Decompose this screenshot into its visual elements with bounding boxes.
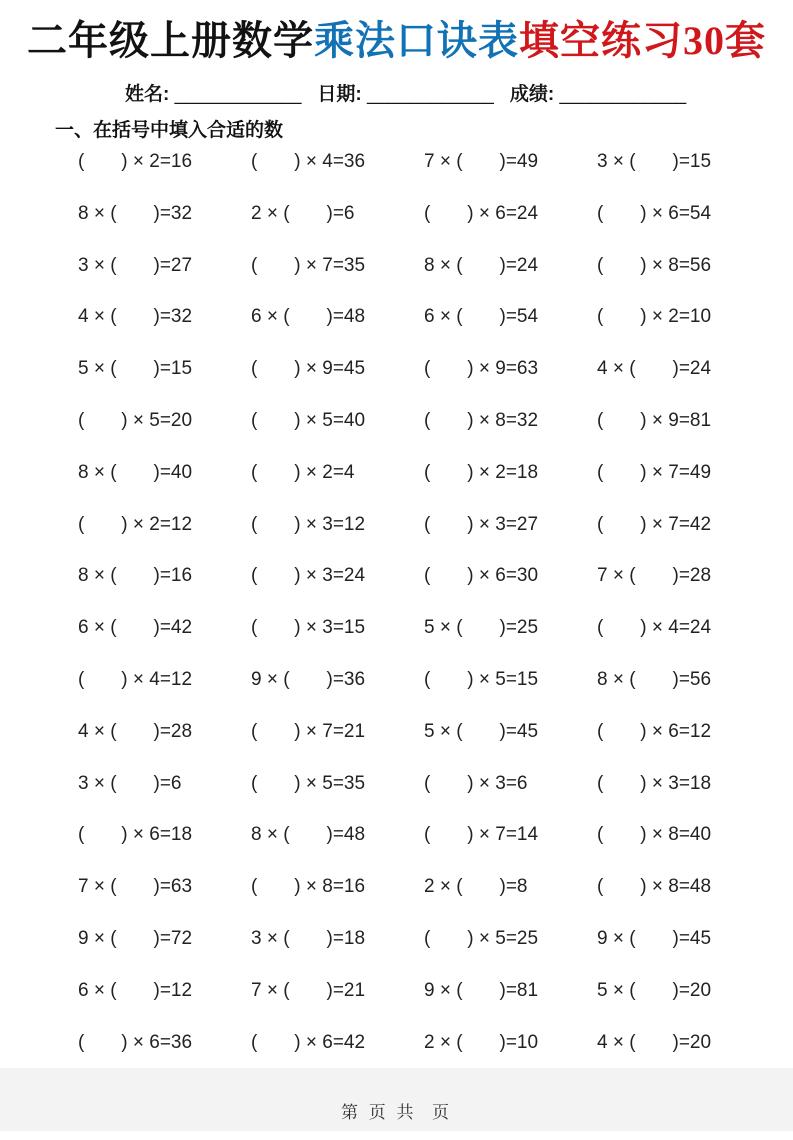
problem-cell: ( ) × 6=18 (78, 824, 193, 846)
page-footer: 第 页 共 页 (341, 1103, 452, 1122)
problem-cell: ( ) × 3=18 (597, 772, 712, 794)
problem-cell: 2 × ( )=10 (424, 1031, 539, 1053)
date-blank: ____________ (361, 84, 494, 105)
name-blank: ____________ (169, 84, 302, 105)
problem-cell: 7 × ( )=28 (597, 565, 712, 587)
problem-row (78, 250, 793, 302)
problem-row (78, 664, 793, 716)
problem-cell: 3 × ( )=6 (78, 772, 182, 794)
problem-cell: 6 × ( )=54 (424, 306, 539, 328)
problem-cell: ( ) × 8=16 (251, 876, 366, 898)
problem-cell: ( ) × 5=15 (424, 668, 539, 690)
problem-cell: 8 × ( )=24 (424, 254, 539, 276)
problem-cell: ( ) × 4=12 (78, 668, 193, 690)
problem-cell: 3 × ( )=27 (78, 254, 193, 276)
problem-cell: 2 × ( )=8 (424, 876, 528, 898)
problem-cell: ( ) × 4=36 (251, 151, 366, 172)
problem-cell: ( ) × 7=42 (597, 513, 712, 535)
problem-cell: 7 × ( )=21 (251, 979, 366, 1001)
problem-cell: ( ) × 6=24 (424, 202, 539, 224)
problem-row (78, 146, 793, 198)
problem-cell: 4 × ( )=32 (78, 306, 193, 328)
problem-row (78, 923, 793, 975)
problem-cell: ( ) × 9=45 (251, 358, 366, 380)
problem-cell: ( ) × 3=6 (424, 772, 528, 794)
score-label: 成绩: (509, 84, 555, 105)
problem-row (78, 716, 793, 768)
problem-grid (78, 146, 793, 1078)
problem-cell: 9 × ( )=36 (251, 668, 366, 690)
page-title (0, 18, 793, 64)
problem-cell: 9 × ( )=81 (424, 979, 539, 1001)
name-label: 姓名: (125, 84, 170, 105)
score-blank: ____________ (554, 84, 687, 105)
problem-cell: ( ) × 4=24 (597, 617, 712, 639)
problem-cell: ( ) × 2=4 (251, 461, 355, 483)
problem-cell: ( ) × 6=54 (597, 202, 712, 224)
title-part-grade: 二年级上册数学 (27, 18, 314, 63)
problem-row (78, 457, 793, 509)
problem-cell: 7 × ( )=49 (424, 151, 539, 172)
problem-cell: ( ) × 2=18 (424, 461, 539, 483)
problem-cell: 9 × ( )=72 (78, 927, 193, 949)
problem-cell: ( ) × 7=14 (424, 824, 539, 846)
problem-row (78, 301, 793, 353)
problem-cell: ( ) × 9=81 (597, 409, 712, 431)
problem-cell: 5 × ( )=45 (424, 720, 539, 742)
problem-row (78, 198, 793, 250)
date-label: 日期: (317, 84, 362, 105)
problem-cell: ( ) × 8=48 (597, 876, 712, 898)
section-heading: 一、在括号中填入合适的数 (55, 120, 284, 141)
problem-cell: 8 × ( )=32 (78, 202, 193, 224)
title-part-practice: 填空练习30套 (519, 18, 766, 63)
problem-cell: 8 × ( )=48 (251, 824, 366, 846)
problem-row (78, 353, 793, 405)
problem-cell: ( ) × 7=35 (251, 254, 366, 276)
problem-cell: 6 × ( )=12 (78, 979, 193, 1001)
problem-row (78, 612, 793, 664)
problem-cell: 6 × ( )=48 (251, 306, 366, 328)
problem-cell: ( ) × 3=12 (251, 513, 366, 535)
problem-cell: ( ) × 2=12 (78, 513, 193, 535)
problem-cell: 9 × ( )=45 (597, 927, 712, 949)
problem-cell: 8 × ( )=16 (78, 565, 193, 587)
problem-cell: ( ) × 8=56 (597, 254, 712, 276)
problem-row (78, 819, 793, 871)
problem-cell: ( ) × 6=42 (251, 1031, 366, 1053)
problem-row (78, 768, 793, 820)
problem-cell: ( ) × 2=16 (78, 151, 193, 172)
problem-row (78, 871, 793, 923)
problem-cell: 4 × ( )=28 (78, 720, 193, 742)
problem-cell: ( ) × 3=27 (424, 513, 539, 535)
problem-cell: ( ) × 2=10 (597, 306, 712, 328)
problem-cell: ( ) × 6=12 (597, 720, 712, 742)
student-info-line (125, 79, 793, 106)
worksheet-page (0, 18, 793, 1140)
problem-cell: 4 × ( )=20 (597, 1031, 712, 1053)
problem-row (78, 975, 793, 1027)
problem-row (78, 560, 793, 612)
problem-cell: 5 × ( )=15 (78, 358, 193, 380)
problem-row (78, 509, 793, 561)
problem-cell: 4 × ( )=24 (597, 358, 712, 380)
problem-cell: ( ) × 8=32 (424, 409, 539, 431)
problem-row (78, 405, 793, 457)
problem-cell: ( ) × 7=49 (597, 461, 712, 483)
title-part-subject: 乘法口诀表 (314, 18, 519, 63)
problem-cell: 6 × ( )=42 (78, 617, 193, 639)
problem-cell: 8 × ( )=40 (78, 461, 193, 483)
problem-cell: ( ) × 3=15 (251, 617, 366, 639)
problem-cell: ( ) × 9=63 (424, 358, 539, 380)
problem-cell: ( ) × 7=21 (251, 720, 366, 742)
problem-cell: 3 × ( )=15 (597, 151, 712, 172)
problem-cell: 2 × ( )=6 (251, 202, 355, 224)
problem-cell: ( ) × 8=40 (597, 824, 712, 846)
problem-cell: ( ) × 3=24 (251, 565, 366, 587)
problem-cell: ( ) × 5=20 (78, 409, 193, 431)
problem-cell: 7 × ( )=63 (78, 876, 193, 898)
problem-cell: ( ) × 6=36 (78, 1031, 193, 1053)
problem-cell: 5 × ( )=25 (424, 617, 539, 639)
problem-cell: 3 × ( )=18 (251, 927, 366, 949)
problem-cell: ( ) × 5=25 (424, 927, 539, 949)
problem-cell: ( ) × 6=30 (424, 565, 539, 587)
problem-cell: 8 × ( )=56 (597, 668, 712, 690)
problem-cell: ( ) × 5=40 (251, 409, 366, 431)
problem-cell: 5 × ( )=20 (597, 979, 712, 1001)
problem-cell: ( ) × 5=35 (251, 772, 366, 794)
